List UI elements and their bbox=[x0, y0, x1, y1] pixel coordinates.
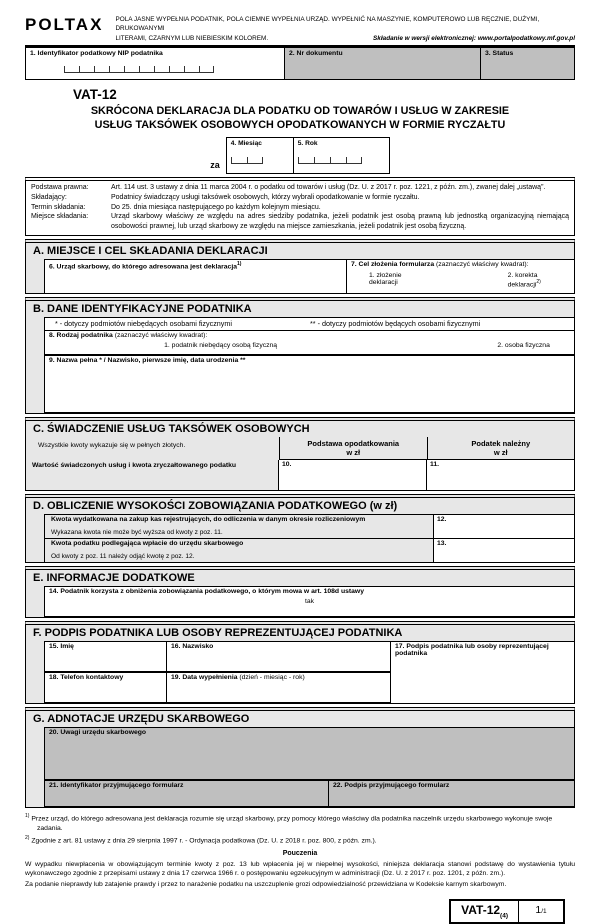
document-number-field[interactable] bbox=[284, 48, 480, 79]
period-box bbox=[226, 137, 390, 174]
nip-comb-input[interactable] bbox=[64, 66, 214, 73]
month-field[interactable] bbox=[227, 138, 293, 173]
status-field[interactable] bbox=[480, 48, 574, 79]
fill-date-field[interactable]: 19. Data wypełnienia (dzień - miesiąc - rok) bbox=[167, 673, 391, 703]
year-comb-input[interactable] bbox=[298, 157, 362, 164]
taxpayer-type-field bbox=[45, 331, 574, 355]
purpose-hint: (zaznaczyć właściwy kwadrat): bbox=[436, 260, 529, 268]
taxpayer-type-hint: (zaznaczyć właściwy kwadrat): bbox=[114, 331, 208, 339]
form-subtitle-line1: SKRÓCONA DEKLARACJA DLA PODATKU OD TOWARÓW I USŁUG W ZAKRESIE bbox=[90, 104, 510, 117]
status-label: 3. Status bbox=[485, 49, 514, 57]
section-e-title: E. INFORMACJE DODATKOWE bbox=[33, 571, 195, 584]
year-field[interactable] bbox=[293, 138, 389, 173]
form-version-box bbox=[449, 899, 565, 923]
field-10-tax-base[interactable]: 10. bbox=[282, 460, 292, 468]
section-a-title: A. MIEJSCE I CEL SKŁADANIA DEKLARACJI bbox=[33, 244, 268, 257]
form-header bbox=[25, 13, 575, 43]
phone-field[interactable]: 18. Telefon kontaktowy bbox=[45, 673, 167, 703]
efiling-note: Składanie w wersji elektronicznej: www.portalpodatkowy.mf.gov.pl bbox=[373, 34, 575, 42]
legal-row-label: Podstawa prawna: bbox=[31, 183, 89, 191]
field-12-deduction[interactable]: 12. bbox=[437, 515, 447, 523]
field-13-tax-payable[interactable]: 13. bbox=[437, 539, 447, 547]
field-11-tax-due[interactable]: 11. bbox=[426, 460, 574, 490]
legal-row bbox=[31, 193, 569, 203]
nip-field[interactable] bbox=[26, 48, 284, 79]
last-name-field[interactable]: 16. Nazwisko bbox=[167, 642, 391, 672]
legal-row-text: Art. 114 ust. 3 ustawy z dnia 11 marca 2004 r. o podatku od towarów i usług (Dz. U. z 2017 r. poz. 1221, z późn. zm.), zwanej dalej „ustawą”. bbox=[111, 183, 546, 191]
legal-row bbox=[31, 212, 569, 232]
office-remarks-field[interactable]: 20. Uwagi urzędu skarbowego bbox=[45, 728, 574, 780]
signature-field[interactable]: 17. Podpis podatnika lub osoby reprezentującej podatnika bbox=[395, 642, 549, 657]
legend-double-asterisk: ** - dotyczy podmiotów będących osobami fizycznymi bbox=[310, 318, 481, 328]
cash-register-deduction-label: Kwota wydatkowana na zakup kas rejestrujących, do odliczenia w danym okresie rozliczeniowym Wykazana kwota nie może być wyższa od kwoty z poz. 11. bbox=[45, 515, 434, 538]
nip-label: 1. Identyfikator podatkowy NIP podatnika bbox=[30, 49, 163, 57]
legal-row bbox=[31, 203, 569, 213]
period-row bbox=[25, 137, 575, 174]
section-g-title: G. ADNOTACJE URZĘDU SKARBOWEGO bbox=[33, 712, 250, 725]
tax-payable-label: Kwota podatku podlegająca wpłacie do urzędu skarbowego Od kwoty z poz. 11 należy odjąć kwotę z poz. 12. bbox=[45, 539, 434, 562]
tax-base-column-header: Podstawa opodatkowania w zł bbox=[279, 437, 427, 460]
legal-row-label: Termin składania: bbox=[31, 203, 86, 211]
section-a bbox=[25, 239, 575, 294]
field-14-relief bbox=[45, 587, 574, 617]
tax-due-column-header: Podatek należny w zł bbox=[427, 437, 575, 460]
tax-office-label: 6. Urząd skarbowy, do którego adresowana jest deklaracja bbox=[49, 263, 237, 271]
section-c bbox=[25, 417, 575, 491]
services-value-row-label: Wartość świadczonych usług i kwota zryczałtowanego podatku bbox=[26, 460, 279, 490]
legal-row bbox=[31, 183, 569, 193]
amounts-note: Wszystkie kwoty wykazuje się w pełnych złotych. bbox=[26, 437, 279, 460]
taxpayer-type-label: 8. Rodzaj podatnika bbox=[49, 331, 113, 339]
legal-row-label: Miejsce składania: bbox=[31, 213, 89, 221]
pouczenia-paragraph-1: W wypadku niewpłacenia w obowiązującym terminie kwoty z poz. 13 lub wpłacenia jej w niepełnej wysokości, niniejsza deklaracja stanowi podstawę do wystawienia tytułu wykonawczego zgodnie z przepisami ustawy z dnia 17 czerwca 1966 r. o postępowaniu egzekucyjnym w administracji (Dz. U. z 2017 r. poz. 1201, z późn. zm.). bbox=[25, 860, 575, 878]
form-code-title: VAT-12 bbox=[73, 86, 117, 102]
instructions-line1: POLA JASNE WYPEŁNIA PODATNIK, POLA CIEMNE WYPEŁNIA URZĄD. WYPEŁNIĆ NA MASZYNIE, KOMPUTEROWO LUB RĘCZNIE, DUŻYMI, DRUKOWANYMI bbox=[115, 16, 540, 33]
declaration-purpose-field bbox=[347, 260, 574, 293]
first-name-field[interactable]: 15. Imię bbox=[45, 642, 167, 672]
identification-row bbox=[25, 48, 575, 80]
section-b-legend bbox=[45, 318, 574, 331]
form-subtitle-line2: USŁUG TAKSÓWEK OSOBOWYCH OPODATKOWANYCH W FORMIE RYCZAŁTU bbox=[94, 119, 506, 132]
footnote-1: $^{1)}$ Przez urząd, do którego adresowana jest deklaracja rozumie się urząd skarbowy, przy pomocy którego właściwy dla podatnika naczelnik urzędu skarbowego wykonuje swoje zadania. bbox=[25, 812, 553, 832]
legal-basis-box bbox=[25, 177, 575, 236]
page-indicator: 1/1 bbox=[535, 904, 547, 917]
footnote-ref-1: 1) bbox=[237, 260, 242, 267]
legal-row-text: Do 25. dnia miesiąca następującego po każdym kolejnym miesiącu. bbox=[111, 203, 321, 211]
relief-yes-option[interactable]: tak bbox=[304, 597, 315, 605]
legal-row-text: Podatnicy świadczący usługi taksówek osobowych, którzy wybrali opodatkowanie w formie ryczałtu. bbox=[111, 193, 420, 201]
form-version-code: VAT-$12_{(4)}$ bbox=[451, 901, 519, 921]
month-label: 4. Miesiąc bbox=[230, 139, 262, 147]
instructions-line2: LITERAMI, CZARNYM LUB NIEBIESKIM KOLOREM. bbox=[115, 34, 269, 42]
taxpayer-type-option-2[interactable]: 2. osoba fizyczna bbox=[497, 341, 550, 349]
full-name-label: 9. Nazwa pełna * / Nazwisko, pierwsze imię, data urodzenia ** bbox=[49, 356, 246, 364]
full-name-field[interactable] bbox=[45, 355, 574, 413]
year-label: 5. Rok bbox=[297, 139, 318, 147]
pouczenia-paragraph-2: Za podanie nieprawdy lub zatajenie prawdy i przez to narażenie podatku na uszczuplenie grozi odpowiedzialność przewidziana w Kodeksie karnym skarbowym. bbox=[25, 880, 507, 888]
section-d-title: D. OBLICZENIE WYSOKOŚCI ZOBOWIĄZANIA PODATKOWEGO (w zł) bbox=[33, 499, 398, 512]
footnotes-area bbox=[25, 813, 575, 889]
purpose-label: 7. Cel złożenia formularza bbox=[351, 260, 435, 268]
legal-row-label: Składający: bbox=[31, 193, 67, 201]
taxpayer-type-option-1[interactable]: 1. podatnik niebędący osobą fizyczną bbox=[164, 341, 278, 349]
filling-instructions bbox=[115, 13, 575, 43]
section-b bbox=[25, 297, 575, 414]
section-g bbox=[25, 707, 575, 808]
month-comb-input[interactable] bbox=[231, 157, 263, 164]
poltax-logo: POLTAX bbox=[25, 15, 104, 34]
footnote-ref-2: 2) bbox=[536, 278, 541, 285]
section-f bbox=[25, 621, 575, 704]
receiver-id-field[interactable]: 21. Identyfikator przyjmującego formularz bbox=[45, 781, 329, 807]
section-b-title: B. DANE IDENTYFIKACYJNE PODATNIKA bbox=[33, 302, 252, 315]
section-d bbox=[25, 494, 575, 563]
section-c-title: C. ŚWIADCZENIE USŁUG TAKSÓWEK OSOBOWYCH bbox=[33, 422, 310, 435]
relief-label: 14. Podatnik korzysta z obniżenia zobowiązania podatkowego, o którym mowa w art. 108d ustawy bbox=[49, 587, 364, 595]
purpose-option-1[interactable]: 1. złożenie deklaracji bbox=[369, 271, 402, 286]
section-f-title: F. PODPIS PODATNIKA LUB OSOBY REPREZENTUJĄCEJ PODATNIKA bbox=[33, 626, 403, 639]
pouczenia-title: Pouczenia bbox=[282, 850, 318, 858]
purpose-option-2[interactable]: 2. korekta deklaracji$^{2)}$ bbox=[507, 271, 541, 289]
tax-office-field[interactable] bbox=[45, 260, 347, 293]
legend-asterisk: * - dotyczy podmiotów niebędących osobami fizycznymi bbox=[55, 318, 232, 328]
legal-row-text: Urząd skarbowy właściwy ze względu na adres siedziby podatnika, jeżeli podatnik jest osobą prawną lub jednostką organizacyjną niemającą osobowości prawnej, lub urząd skarbowy ze względu na miejsce zamieszkania, jeżeli podatnik jest osobą fizyczną. bbox=[111, 213, 569, 231]
za-label: za bbox=[210, 159, 220, 170]
document-number-label: 2. Nr dokumentu bbox=[289, 49, 343, 57]
section-e bbox=[25, 566, 575, 618]
footnote-2: $^{2)}$ Zgodnie z art. 81 ustawy z dnia 29 sierpnia 1997 r. - Ordynacja podatkowa (Dz. U. z 2018 r. poz. 800, z późn. zm.). bbox=[25, 835, 377, 845]
receiver-signature-field[interactable]: 22. Podpis przyjmującego formularz bbox=[329, 781, 574, 807]
